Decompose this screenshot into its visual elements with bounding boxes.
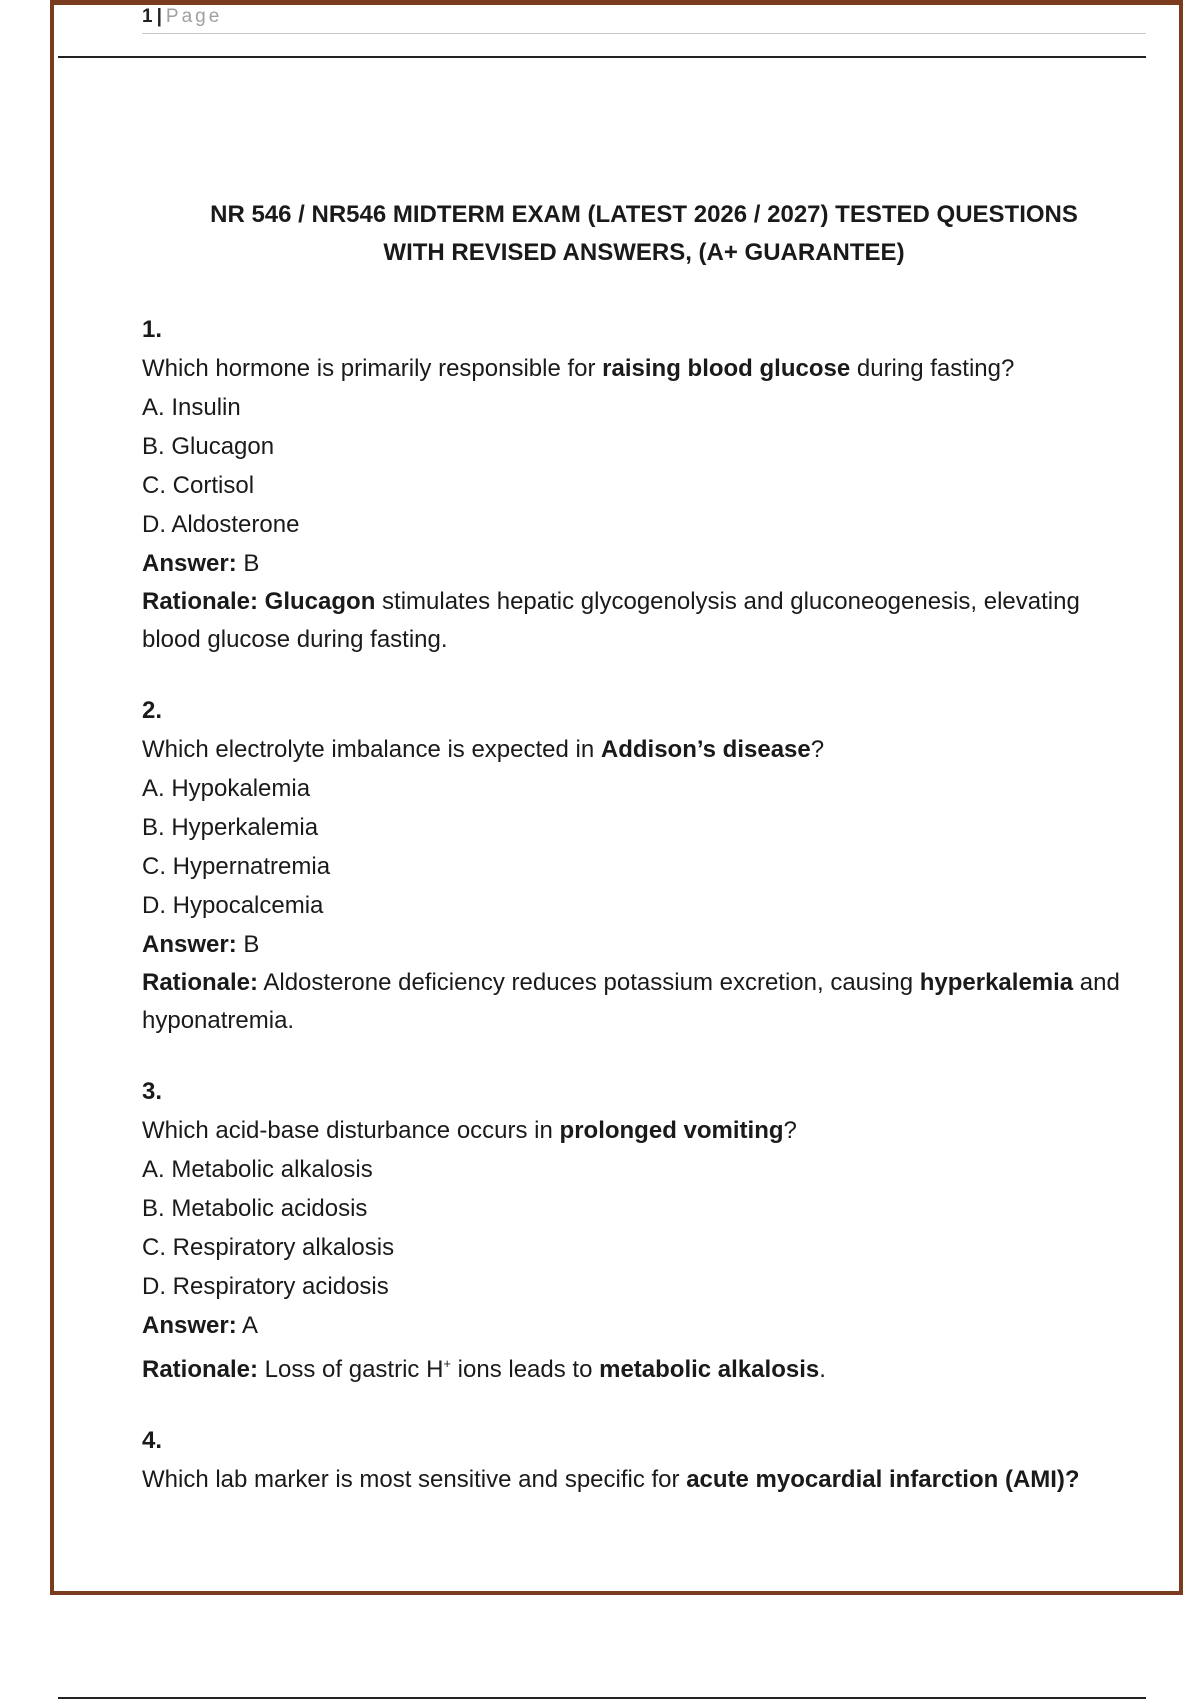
rationale: Rationale: Aldosterone deficiency reduces potassium excretion, causing hyperkalemia and hyponatremia. (142, 969, 1120, 1034)
question-number: 3. (142, 1078, 163, 1105)
page-number: 1 (142, 6, 153, 27)
option-b: B. Glucagon (142, 433, 275, 460)
option-d: D. Aldosterone (142, 511, 300, 538)
question-2 (142, 691, 1142, 1040)
header-rule (58, 56, 1146, 58)
question-number: 2. (142, 697, 163, 724)
option-b: B. Hyperkalemia (142, 814, 319, 841)
question-4 (142, 1421, 1142, 1499)
question-stem: Which acid-base disturbance occurs in prolonged vomiting? (142, 1117, 797, 1144)
answer: Answer: B (142, 550, 260, 577)
option-c: C. Cortisol (142, 472, 255, 499)
rationale: Rationale: Glucagon stimulates hepatic glycogenolysis and gluconeogenesis, elevating blood glucose during fasting. (142, 588, 1080, 653)
page-word: Page (165, 6, 223, 27)
question-3 (142, 1072, 1142, 1389)
header-rule-thin (142, 33, 1146, 34)
page-number-header (142, 6, 222, 28)
title-line-2: WITH REVISED ANSWERS, (A+ GUARANTEE) (383, 239, 905, 266)
page-separator: | (156, 6, 162, 27)
question-stem: Which lab marker is most sensitive and specific for acute myocardial infarction (AMI)? (142, 1466, 1080, 1493)
rationale: Rationale: Loss of gastric H+ ions leads to metabolic alkalosis. (142, 1356, 826, 1383)
question-1 (142, 310, 1142, 659)
question-number: 4. (142, 1427, 163, 1454)
option-c: C. Respiratory alkalosis (142, 1234, 395, 1261)
question-stem: Which electrolyte imbalance is expected in Addison’s disease? (142, 736, 825, 763)
title-line-1: NR 546 / NR546 MIDTERM EXAM (LATEST 2026 / 2027) TESTED QUESTIONS (210, 201, 1078, 228)
superscript-plus: + (443, 1356, 452, 1371)
option-c: C. Hypernatremia (142, 853, 331, 880)
option-a: A. Metabolic alkalosis (142, 1156, 373, 1183)
question-number: 1. (142, 316, 163, 343)
footer-rule (58, 1697, 1146, 1699)
question-stem: Which hormone is primarily responsible for raising blood glucose during fasting? (142, 355, 1015, 382)
document-title (142, 196, 1146, 272)
option-a: A. Hypokalemia (142, 775, 311, 802)
answer: Answer: B (142, 931, 260, 958)
option-d: D. Hypocalcemia (142, 892, 324, 919)
questions-list (142, 310, 1142, 1531)
option-a: A. Insulin (142, 394, 241, 421)
answer: Answer: A (142, 1312, 259, 1339)
option-b: B. Metabolic acidosis (142, 1195, 368, 1222)
option-d: D. Respiratory acidosis (142, 1273, 389, 1300)
